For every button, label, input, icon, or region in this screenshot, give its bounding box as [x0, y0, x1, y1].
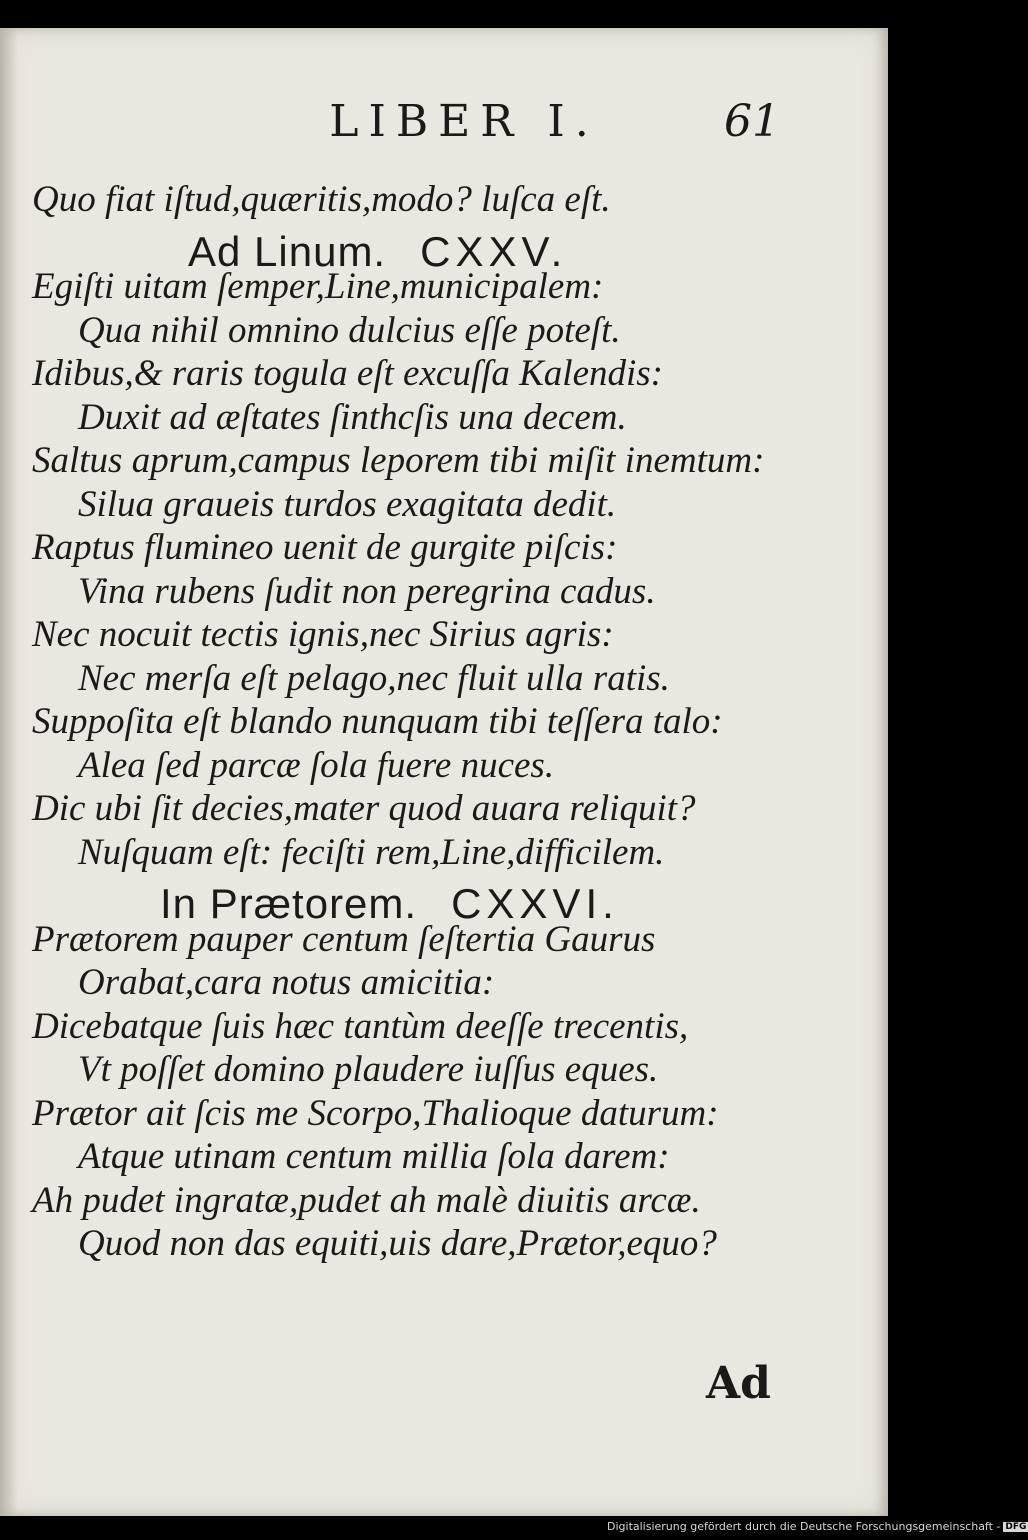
verse-line: Vt poſſet domino plaudere iuſſus eques.	[78, 1049, 659, 1090]
book-page	[0, 28, 888, 1516]
verse-line: Nuſquam eſt: feciſti rem,Line,difficilem.	[78, 831, 665, 873]
dfg-logo: DFG	[1005, 1522, 1027, 1532]
verse-line: Duxit ad æſtates ſinthcſis una decem.	[78, 396, 627, 438]
verse-line: Egiſti uitam ſemper,Line,municipalem:	[32, 266, 604, 307]
footer-text: Digitalisierung gefördert durch die Deutsche Forschungsgemeinschaft -	[607, 1520, 1001, 1533]
verse-line: Vina rubens ſudit non peregrina cadus.	[78, 570, 656, 612]
verse-line: Dic ubi ſit decies,mater quod auara reliquit?	[32, 788, 696, 829]
verse-line: Atque utinam centum millia ſola darem:	[78, 1136, 670, 1177]
verse-line: Nec merſa eſt pelago,nec fluit ulla ratis.	[78, 657, 670, 699]
verse-line: Prætor ait ſcis me Scorpo,Thalioque daturum:	[32, 1092, 719, 1134]
verse-line: Raptus flumineo uenit de gurgite piſcis:	[32, 527, 618, 568]
verse-line: Alea ſed parcæ ſola fuere nuces.	[78, 744, 555, 786]
heading-title: Ad Linum.	[188, 227, 387, 275]
verse-line: Nec nocuit tectis ignis,nec Sirius agris:	[32, 614, 614, 655]
verse-line: Suppoſita eſt blando nunquam tibi teſſera talo:	[32, 701, 723, 742]
verse-line: Orabat,cara notus amicitia:	[78, 962, 495, 1003]
verse-line: Quo fiat iſtud,quæritis,modo? luſca eſt.	[32, 179, 611, 220]
verse-line: Prætorem pauper centum ſeſtertia Gaurus	[32, 918, 656, 960]
heading-number: CXXVI.	[451, 880, 619, 927]
verse-line: Saltus aprum,campus leporem tibi miſit inemtum:	[32, 440, 765, 481]
verse-line: Qua nihil omnino dulcius eſſe poteſt.	[78, 309, 621, 351]
running-head: LIBER I.	[329, 96, 599, 147]
heading-title: In Prætorem.	[160, 880, 418, 927]
digitization-footer	[607, 1520, 1028, 1533]
catchword: Ad	[706, 1358, 771, 1409]
verse-line: Quod non das equiti,uis dare,Prætor,equo?	[78, 1223, 717, 1264]
verse-line: Idibus,& raris togula eſt excuſſa Kalendis:	[32, 353, 664, 394]
verse-line: Dicebatque ſuis hæc tantùm deeſſe trecentis,	[32, 1005, 689, 1047]
heading-number: CXXV.	[420, 227, 568, 275]
verse-line: Ah pudet ingratæ,pudet ah malè diuitis arcæ.	[32, 1179, 701, 1221]
page-number: 61	[724, 96, 780, 147]
verse-line: Silua graueis turdos exagitata dedit.	[78, 483, 617, 525]
